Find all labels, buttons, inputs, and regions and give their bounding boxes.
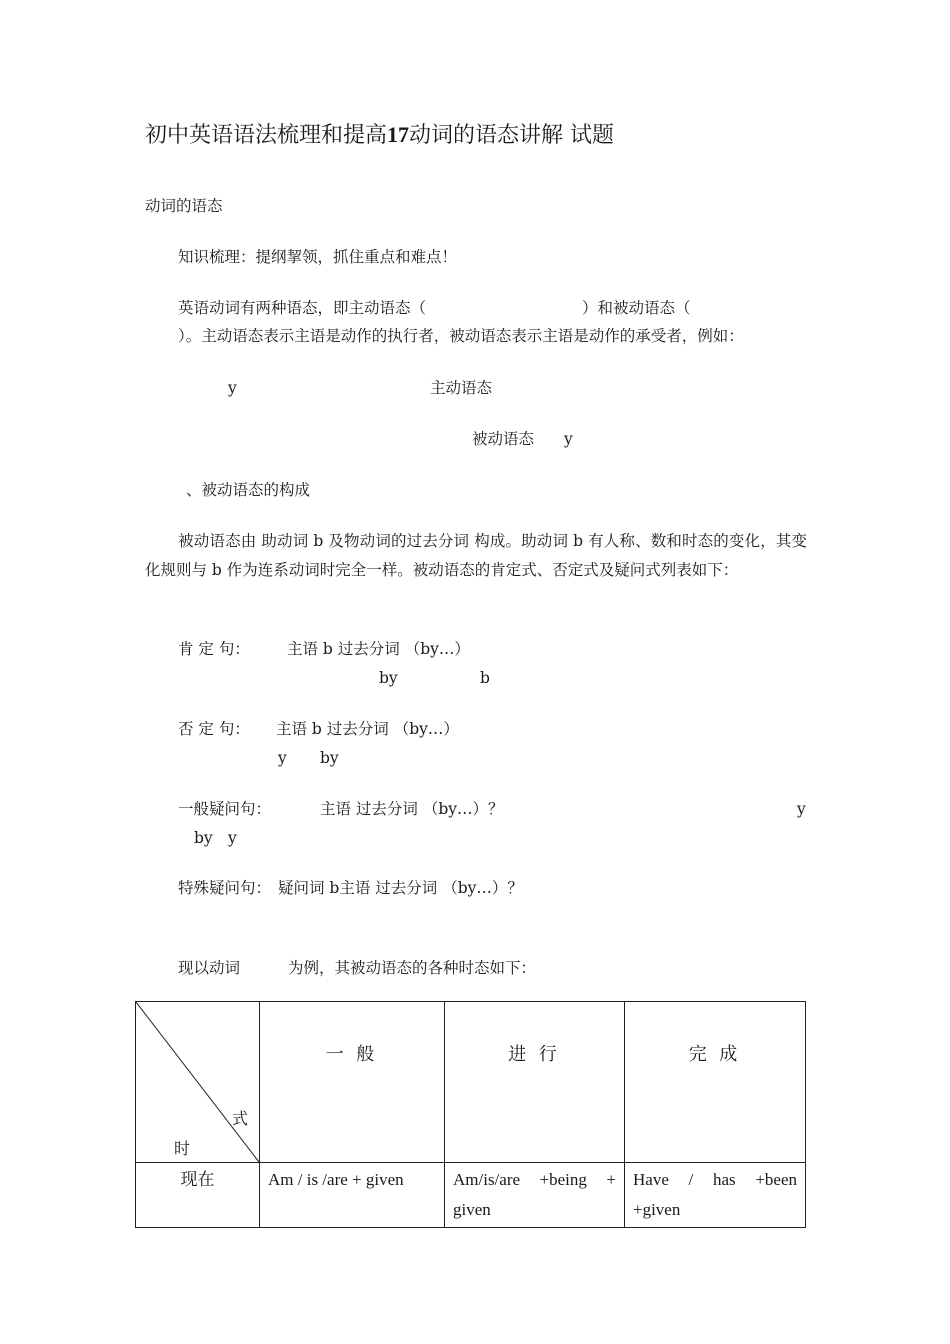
corner-top-label: 式	[232, 1111, 249, 1128]
example-passive: 被动语态	[472, 430, 535, 448]
affirmative-text: 主语 b 过去分词 （by…）	[287, 640, 470, 658]
affirmative-sub1: by	[379, 669, 398, 687]
general-question-tail: y	[797, 800, 806, 818]
special-question-label: 特殊疑问句：	[178, 879, 272, 897]
cell-present-perfect: Have / has +been +given	[625, 1163, 806, 1228]
negative-sub2: by	[320, 749, 339, 767]
voice-line1-b: ）和被动语态（	[582, 299, 691, 317]
page-title	[145, 120, 614, 151]
diagonal-line	[136, 1002, 259, 1162]
example-y2: y	[564, 430, 573, 448]
voice-line1-a: 英语动词有两种语态，即主动语态（	[178, 299, 427, 317]
table-header-row	[136, 1002, 806, 1163]
header-progressive: 进 行	[445, 1002, 625, 1163]
title-number: 17	[387, 122, 410, 147]
negative-text: 主语 b 过去分词 （by…）	[276, 720, 459, 738]
title-part2: 动词的语态讲解 试题	[409, 123, 615, 148]
corner-bottom-label: 时	[174, 1141, 191, 1158]
cell-present-general: Am / is /are + given	[260, 1163, 445, 1228]
construction-paragraph	[145, 527, 807, 584]
construction-text: 被动语态由 助动词 b 及物动词的过去分词 构成。助动词 b 有人称、数和时态的变化，其变化规则与 b 作为连系动词时完全一样。被动语态的肯定式、否定式及疑问式列表如下：	[145, 532, 807, 579]
general-question-sub1: by	[194, 829, 213, 847]
negative-label: 否 定 句：	[178, 720, 250, 738]
example-intro-a: 现以动词	[178, 959, 241, 977]
general-question-text: 主语 过去分词 （by…）？	[320, 800, 504, 818]
cell-present-progressive: Am/is/are +being + given	[445, 1163, 625, 1228]
table-row	[136, 1163, 806, 1228]
intro-line: 知识梳理：提纲挈领，抓住重点和难点！	[178, 248, 458, 266]
subheading: 、被动语态的构成	[186, 481, 311, 499]
header-perfect: 完 成	[625, 1002, 806, 1163]
affirmative-sub2: b	[480, 669, 490, 687]
tense-table	[135, 1001, 806, 1228]
negative-sub1: y	[278, 749, 287, 767]
special-question-text: 疑问词 b主语 过去分词 （by…）？	[278, 879, 523, 897]
general-question-sub2: y	[228, 829, 237, 847]
row-label-present: 现在	[136, 1163, 260, 1228]
example-active: 主动语态	[430, 379, 493, 397]
voice-line2: ）。主动语态表示主语是动作的执行者，被动语态表示主语是动作的承受者，例如：	[178, 327, 744, 345]
table-corner-cell	[136, 1002, 260, 1163]
title-part1: 初中英语语法梳理和提高	[145, 123, 388, 148]
header-general: 一 般	[260, 1002, 445, 1163]
general-question-label: 一般疑问句：	[178, 800, 272, 818]
example-intro-b: 为例，其被动语态的各种时态如下：	[288, 959, 537, 977]
example-y1: y	[228, 379, 237, 397]
affirmative-label: 肯 定 句：	[178, 640, 250, 658]
section-heading: 动词的语态	[145, 197, 223, 215]
